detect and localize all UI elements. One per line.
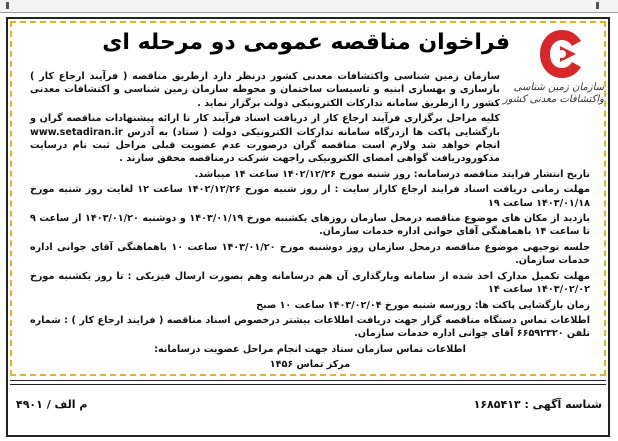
docs-deadline-line xyxy=(30,183,590,210)
staff-title: اطلاعات تماس سازمان ستاد جهت انجام مراحل عضویت درسامانه: xyxy=(154,343,466,355)
submission-label: مهلت تکمیل مدارک اخذ شده از سامانه وبارگذاری آن هم درسامانه وهم بصورت ارسال فیزیکی : xyxy=(127,270,590,282)
strip-tick xyxy=(596,2,599,9)
docs-deadline-value: از روز شنبه مورخ ۱۴۰۲/۱۲/۲۶ ساعت ۱۲ لغایت روز شنبه مورخ ۱۴۰۳/۰۱/۱۸ ساعت ۱۹ xyxy=(30,184,590,209)
ad-footer xyxy=(10,380,606,430)
contact-label: اطلاعات تماس دستگاه مناقصه گزار جهت دریافت اطلاعات بیشتر درخصوص اسناد مناقصه ( فرایند ارجاع کار ) : xyxy=(64,314,590,326)
submission-line xyxy=(30,270,590,297)
ad-id: شناسه آگهی : ۱۶۸۵۴۱۳ xyxy=(473,398,602,411)
logo-caption-line2: واکتشافات معدنی کشور xyxy=(502,94,604,105)
top-strip xyxy=(0,0,618,13)
opening-value: روزسه شنبه مورخ ۱۴۰۳/۰۲/۰۴ ساعت ۱۰ صبح xyxy=(256,299,472,311)
opening-label: زمان بازگشایی پاکت ها: xyxy=(474,299,590,311)
opening-line xyxy=(30,299,590,312)
docs-deadline-label: مهلت زمانی دریافت اسناد فرایند ارجاع کاراز سایت : xyxy=(334,184,590,196)
strip-tick xyxy=(6,2,9,9)
process-text-1: کلیه مراحل برگزاری فرآیند ارجاع کار از دریافت اسناد فرآیند کار تا ارائه پیشنهادات مناقصه گران و بازگشایی پاکت ها ازدرگاه سامانه تدارکات الکترونیکی دولت ( ستاد) به آدرس xyxy=(30,113,500,138)
page-title: فراخوان مناقصه عمومی دو مرحله ای xyxy=(102,30,510,55)
publish-date-line xyxy=(30,168,590,181)
ad-body xyxy=(30,70,590,374)
publish-label: تاریخ انتشار فرایند مناقصه درسامانه: xyxy=(413,168,590,180)
process-paragraph xyxy=(30,112,590,166)
contact-value: شماره تلفن ۶۶۵۹۲۳۲۰ آقای جوانی اداره خدمات سازمان. xyxy=(30,314,590,340)
setad-link[interactable]: www.setadiran.ir xyxy=(30,126,123,138)
submission-value: تا روز یکشنبه مورخ ۱۴۰۳/۰۲/۰۲ ساعت ۱۴ xyxy=(30,270,590,296)
site-visit-line: بازدید از مکان های موضوع مناقصه درمحل سازمان روزهای یکشنبه مورخ ۱۴۰۳/۰۱/۱۹ و دوشنبه ۱۴۰۳/۰۱/۲۰ از ساعت ۹ تا ساعت ۱۴ باهماهنگی آقای جوانی اداره خدمات سازمان. xyxy=(30,213,590,238)
staff-value: مرکز تماس ۱۴۵۶ xyxy=(269,359,351,371)
process-text-2: انجام خواهد شد ولازم است مناقصه گران درصورت عدم عضویت قبلی مراحل ثبت نام درسایت مذکورودریافت گواهی امضای الکترونیکی راجهت شرکت درمناقصه محقق سازند . xyxy=(30,140,500,165)
intro-paragraph: سازمان زمین شناسی واکتشافات معدنی کشور درنظر دارد ازطریق مناقصه ( فرآیند ارجاع کار ) بازسازی و بهسازی ابنیه و تاسیسات ساختمان و محوطه سازمان زمین شناسی و اکتشافات معدنی کشور را ازطریق سامانه تدارکات الکترونیکی دولت برگزار نماید . xyxy=(30,71,500,109)
ad-code: م الف / ۴۹۰۱ xyxy=(16,398,88,411)
briefing-line: جلسه توجیهی موضوع مناقصه درمحل سازمان روز دوشنبه مورخ ۱۴۰۳/۰۱/۲۰ ساعت ۱۰ باهماهنگی آقای جوانی اداره خدمات سازمان. xyxy=(30,241,590,267)
logo-caption-line1: سازمان زمین شناسی xyxy=(513,82,604,93)
publish-value: روز شنبه مورخ ۱۴۰۲/۱۲/۲۶ ساعت ۱۴ میباشد. xyxy=(194,168,411,180)
footer-divider xyxy=(10,380,606,385)
contact-line xyxy=(30,314,590,341)
